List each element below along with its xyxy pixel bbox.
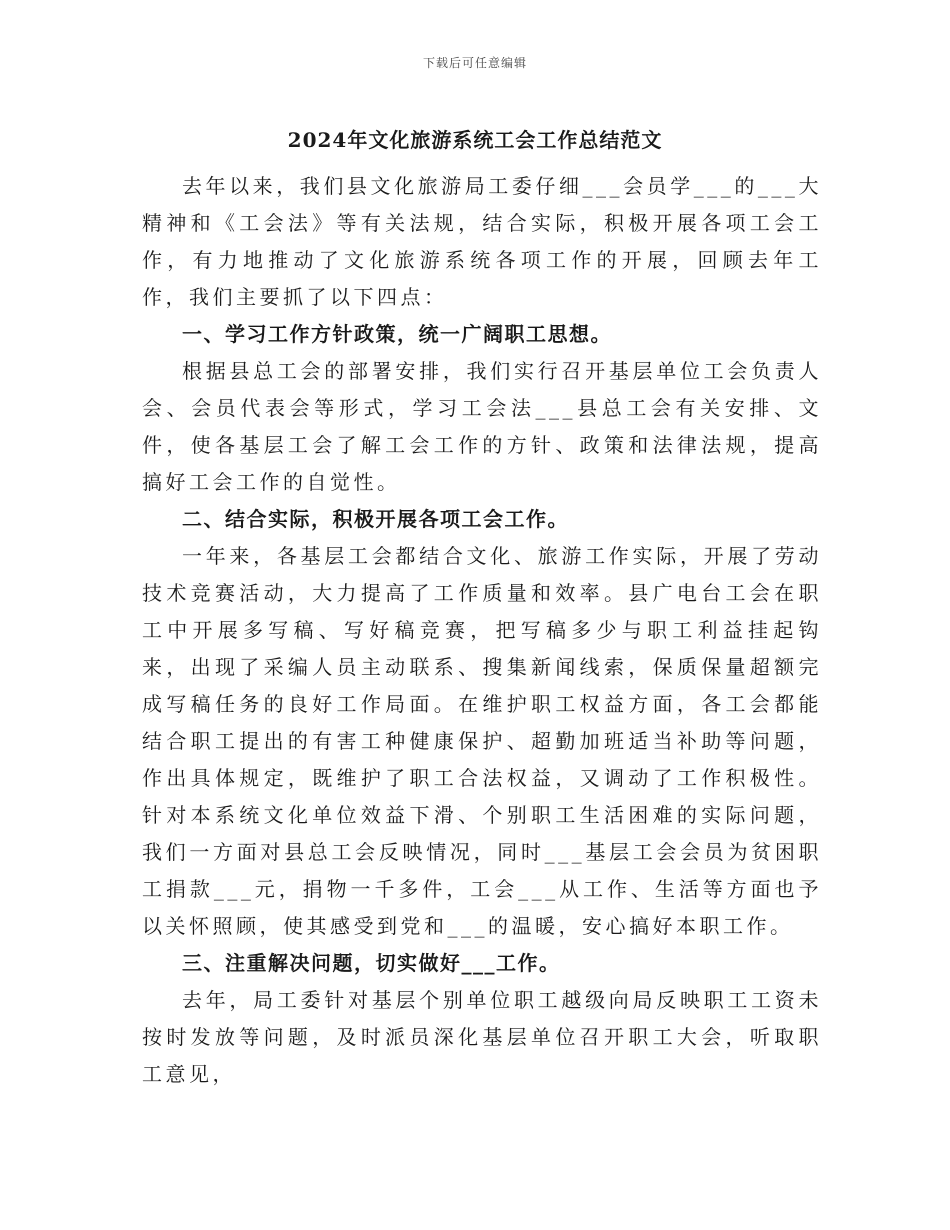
section-3-paragraph: 去年，局工委针对基层个别单位职工越级向局反映职工工资未按时发放等问题，及时派员深化基层单位召开职工大会，听取职工意见， bbox=[142, 988, 822, 1086]
intro-paragraph: 去年以来，我们县文化旅游局工委仔细___会员学___的___大精神和《工会法》等有关法规，结合实际，积极开展各项工会工作，有力地推动了文化旅游系统各项工作的开展，回顾去年工作，我们主要抓了以下四点： bbox=[142, 174, 822, 309]
section-2-paragraph: 一年来，各基层工会都结合文化、旅游工作实际，开展了劳动技术竞赛活动，大力提高了工作质量和效率。县广电台工会在职工中开展多写稿、写好稿竞赛，把写稿多少与职工利益挂起钩来，出现了采编人员主动联系、搜集新闻线索，保质保量超额完成写稿任务的良好工作局面。在维护职工权益方面，各工会都能结合职工提出的有害工种健康保护、超勤加班适当补助等问题，作出具体规定，既维护了职工合法权益，又调动了工作积极性。针对本系统文化单位效益下滑、个别职工生活困难的实际问题，我们一方面对县总工会反映情况，同时___基层工会会员为贫困职工捐款___元，捐物一千多件，工会___从工作、生活等方面也予以关怀照顾，使其感受到党和___的温暖，安心搞好本职工作。 bbox=[142, 544, 822, 938]
section-1-paragraph: 根据县总工会的部署安排，我们实行召开基层单位工会负责人会、会员代表会等形式，学习工会法___县总工会有关安排、文件，使各基层工会了解工会工作的方针、政策和法律法规，提高搞好工会工作的自觉性。 bbox=[142, 359, 822, 494]
section-heading-3: 三、注重解决问题，切实做好___工作。 bbox=[182, 951, 561, 975]
document-title: 2024年文化旅游系统工会工作总结范文 bbox=[287, 128, 663, 152]
section-heading-1: 一、学习工作方针政策，统一广阔职工思想。 bbox=[182, 322, 612, 346]
section-heading-2: 二、结合实际，积极开展各项工会工作。 bbox=[182, 507, 569, 531]
document-body bbox=[142, 168, 822, 1093]
header-note: 下载后可任意编辑 bbox=[422, 56, 527, 70]
